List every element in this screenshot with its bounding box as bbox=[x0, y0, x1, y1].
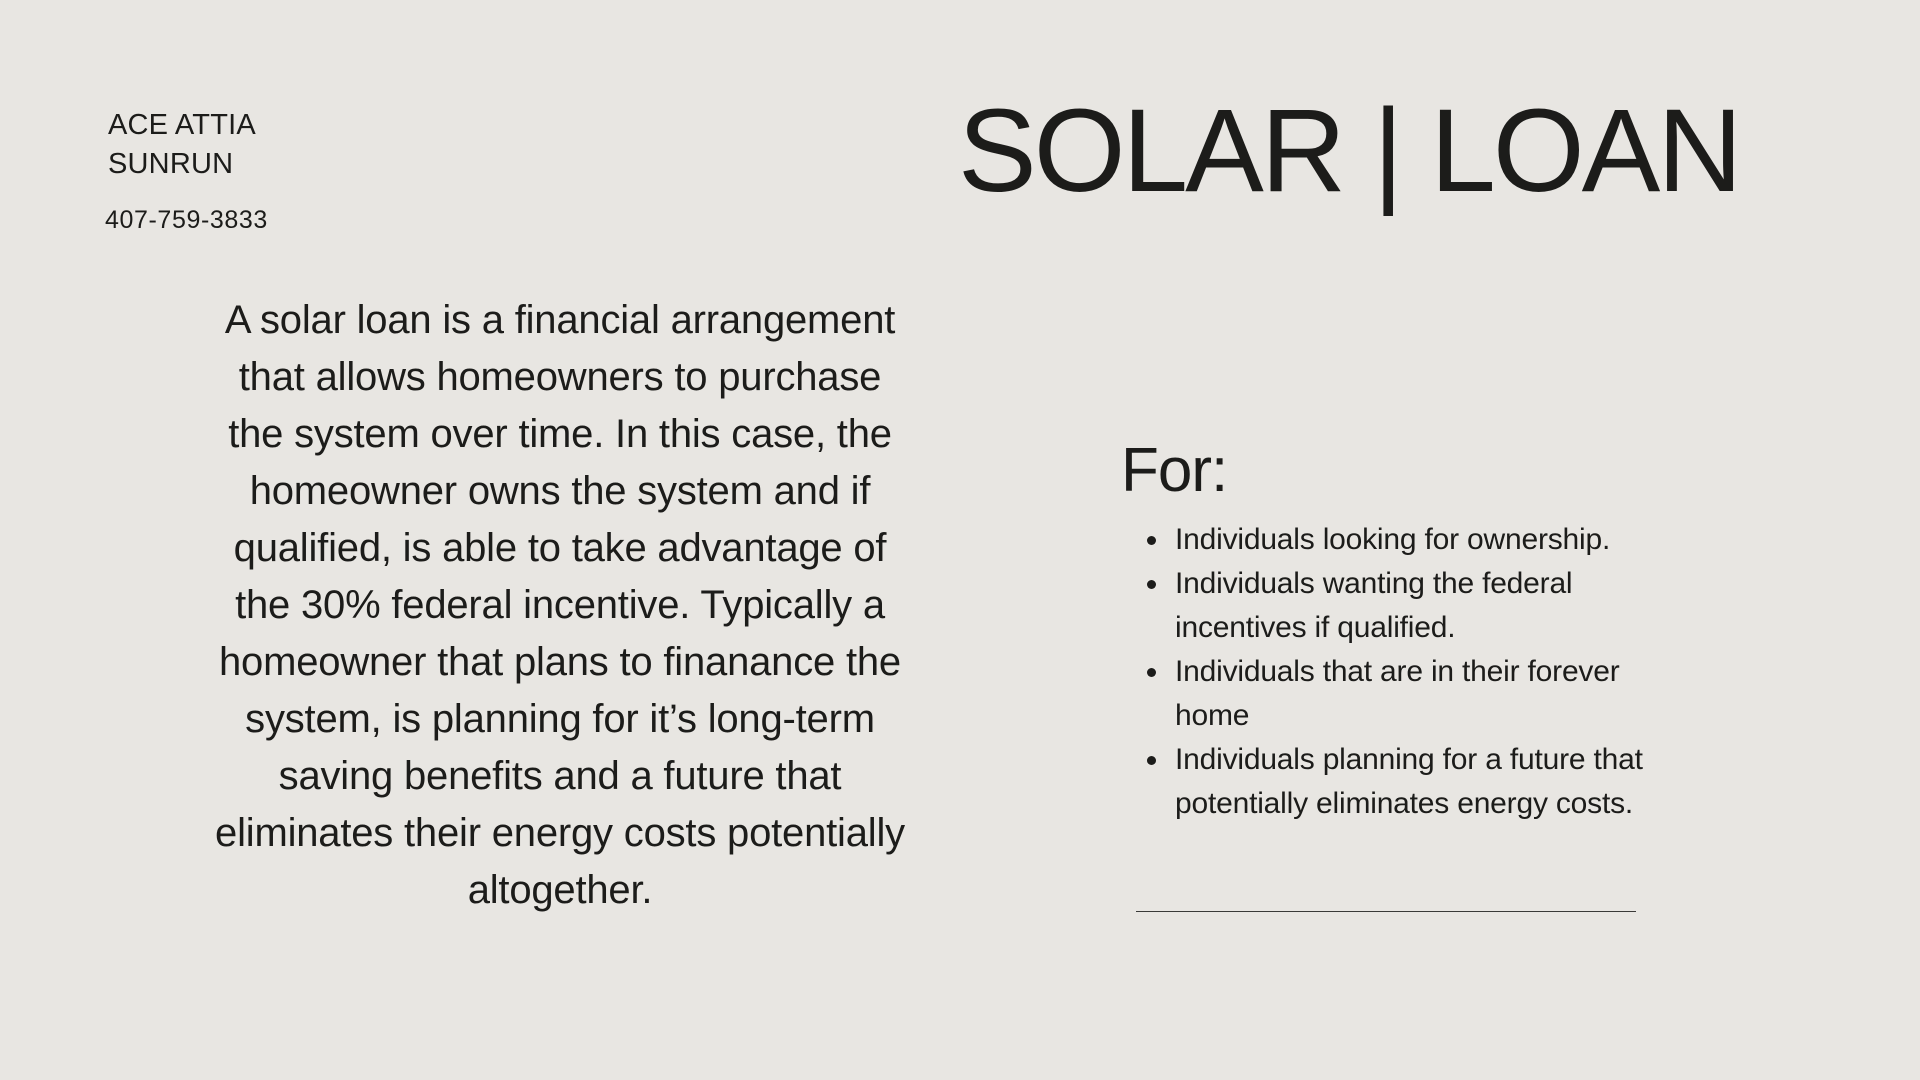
for-heading: For: bbox=[1121, 436, 1228, 505]
divider-line bbox=[1136, 911, 1636, 912]
list-item: • Individuals wanting the federal incentives if qualified. bbox=[1171, 562, 1671, 650]
list-item: • Individuals planning for a future that potentially eliminates energy costs. bbox=[1171, 738, 1671, 826]
list-item: • Individuals looking for ownership. bbox=[1171, 518, 1671, 562]
loan-description: A solar loan is a financial arrangement that allows homeowners to purchase the system over time. In this case, the homeowner owns the system and if qualified, is able to take advantage of the 30% federal incentive. Typically a homeowner that plans to finanance the system, is planning for it’s long-term saving benefits and a future that eliminates their energy costs potentially altogether. bbox=[215, 298, 905, 912]
contact-block bbox=[108, 106, 256, 184]
contact-company: SUNRUN bbox=[108, 148, 234, 180]
page-title: SOLAR | LOAN bbox=[958, 85, 1740, 217]
contact-name: ACE ATTIA bbox=[108, 109, 256, 141]
for-list bbox=[1145, 518, 1671, 826]
list-item: • Individuals that are in their forever home bbox=[1171, 650, 1671, 738]
contact-phone: 407-759-3833 bbox=[105, 206, 268, 234]
